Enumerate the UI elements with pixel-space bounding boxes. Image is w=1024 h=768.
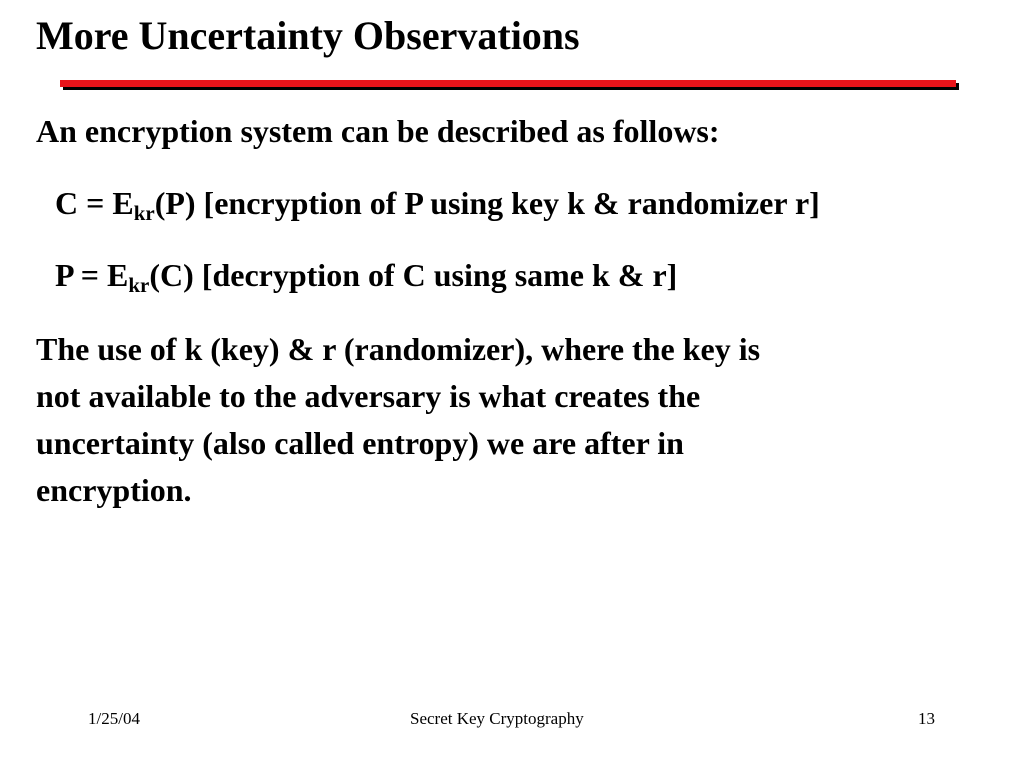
- footer-title: Secret Key Cryptography: [410, 709, 584, 728]
- title-divider: [60, 80, 956, 87]
- equation-lhs: P = E: [55, 257, 129, 293]
- equation-lhs: C = E: [55, 185, 134, 221]
- slide-title: More Uncertainty Observations: [36, 13, 580, 58]
- paragraph-line: uncertainty (also called entropy) we are after in: [36, 425, 684, 461]
- paragraph-line: not available to the adversary is what creates the: [36, 378, 701, 414]
- equation-subscript: kr: [133, 201, 155, 225]
- page-number: 13: [918, 709, 935, 728]
- decryption-equation: [55, 255, 677, 295]
- footer-date: 1/25/04: [88, 709, 140, 728]
- paragraph-line: encryption.: [36, 472, 192, 508]
- equation-rhs: (P) [encryption of P using key k & randomizer r]: [154, 185, 820, 221]
- paragraph-line: The use of k (key) & r (randomizer), where the key is: [36, 331, 761, 367]
- equation-rhs: (C) [decryption of C using same k & r]: [149, 257, 678, 293]
- intro-text: An encryption system can be described as follows:: [36, 113, 720, 149]
- equation-subscript: kr: [128, 273, 150, 297]
- encryption-equation: [55, 183, 820, 223]
- uncertainty-paragraph: [36, 326, 996, 514]
